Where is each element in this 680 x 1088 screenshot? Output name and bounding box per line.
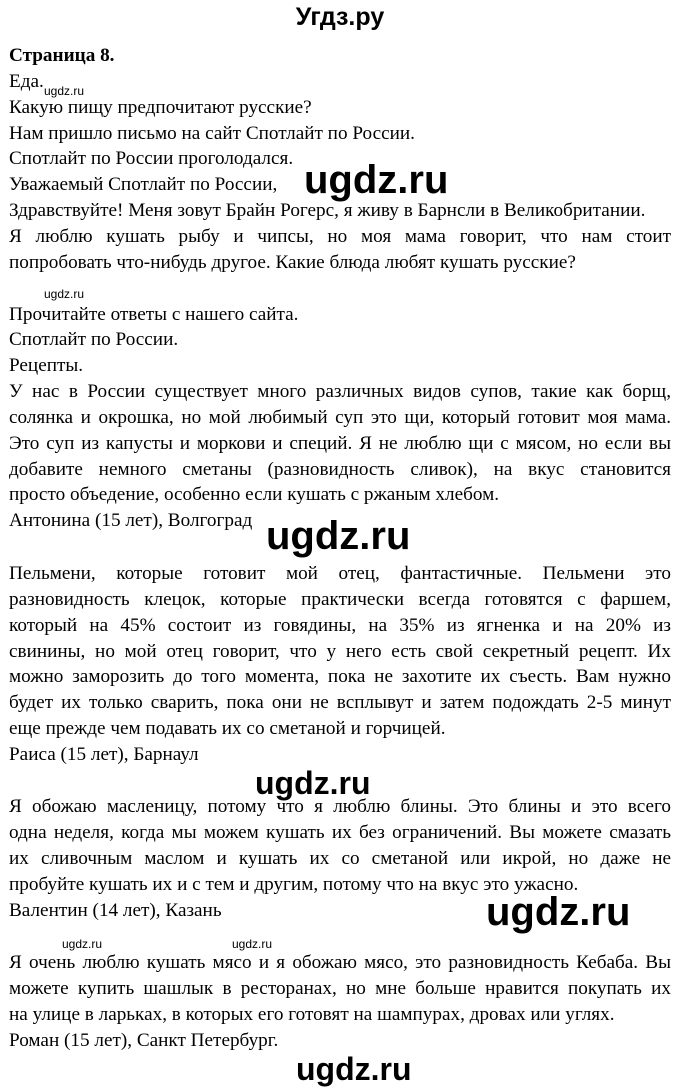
watermark-large: ugdz.ru: [266, 514, 411, 558]
answers-intro-line: Рецепты.: [9, 355, 84, 376]
intro-line: попробовать что-нибудь другое. Какие блюда любят кушать русские?: [9, 252, 576, 273]
letter-line: на улице в ларьках, в которых его готовят на шампурах, дровах или углях.: [9, 1004, 615, 1025]
site-header-title: Угдз.ру: [295, 3, 385, 31]
letter-author: Валентин (14 лет), Казань: [9, 900, 222, 921]
letter-author: Раиса (15 лет), Барнаул: [9, 744, 199, 765]
letter-line: Пельмени, которые готовит мой отец, фантастичные. Пельмени это: [9, 563, 671, 584]
answers-intro-line: Прочитайте ответы с нашего сайта.: [9, 304, 299, 325]
watermark-large: ugdz.ru: [304, 158, 449, 202]
intro-line: Нам пришло письмо на сайт Спотлайт по России.: [9, 123, 415, 144]
letter-line: их сливочным маслом и кушать их со сметаной или икрой, но даже не: [9, 848, 671, 869]
letter-line: свинины, но мой отец говорит, что у него есть свой секретный рецепт. Их: [9, 641, 671, 662]
letter-author: Роман (15 лет), Санкт Петербург.: [9, 1030, 279, 1051]
intro-line: Здравствуйте! Меня зовут Брайн Рогерс, я живу в Барнсли в Великобритании.: [9, 200, 646, 221]
watermark-small: ugdz.ru: [62, 937, 103, 951]
intro-line: Я люблю кушать рыбу и чипсы, но моя мама говорит, что нам стоит: [9, 226, 671, 247]
letter-line: пробуйте кушать их и с тем и другим, потому что на вкус это ужасно.: [9, 874, 579, 895]
letter-line: Я очень люблю кушать мясо и я обожаю мясо, это разновидность Кебаба. Вы: [9, 952, 671, 973]
letter-line: можете купить шашлык в ресторанах, но мне больше нравится покупать их: [9, 978, 671, 999]
watermark-large: ugdz.ru: [296, 1051, 412, 1087]
letter-line: просто объедение, особенно если кушать с ржаным хлебом.: [9, 484, 500, 505]
letter-line: который на 45% состоит из говядины, на 35% из ягненка и на 20% из: [9, 615, 671, 636]
letter-line: добавите немного сметаны (разновидность сливок), на вкус становится: [9, 459, 671, 480]
watermark-large: ugdz.ru: [486, 890, 631, 934]
letter-line: У нас в России существует много различных видов супов, такие как борщ,: [9, 381, 671, 402]
watermark-large: ugdz.ru: [255, 765, 371, 801]
intro-line: Еда.: [9, 71, 44, 92]
letter-author: Антонина (15 лет), Волгоград: [9, 510, 253, 531]
letter-line: будет их только сварить, пока они не всплывут и затем подождать 2-5 минут: [9, 692, 671, 713]
letter-line: Я обожаю масленицу, потому что я люблю блины. Это блины и это всего: [9, 796, 671, 817]
letter-line: солянка и окрошка, но мой любимый суп это щи, который готовит моя мама.: [9, 407, 671, 428]
intro-line: Спотлайт по России проголодался.: [9, 148, 294, 169]
letter-line: одна неделя, когда мы можем кушать их без ограничений. Вы можете смазать: [9, 822, 671, 843]
answers-intro-line: Спотлайт по России.: [9, 329, 179, 350]
watermark-small: ugdz.ru: [44, 84, 85, 98]
letter-line: еще прежде чем подавать их со сметаной и горчицей.: [9, 718, 446, 739]
letter-line: Это суп из капусты и моркови и специй. Я не люблю щи с мясом, но если вы: [9, 433, 671, 454]
letter-line: разновидность клецок, которые практически всегда готовятся с фаршем,: [9, 589, 671, 610]
letter-line: можно заморозить до того момента, пока не захотите их съесть. Вам нужно: [9, 666, 671, 687]
watermark-small: ugdz.ru: [232, 937, 273, 951]
page-title: Страница 8.: [9, 45, 115, 66]
intro-line: Какую пищу предпочитают русские?: [9, 97, 312, 118]
watermark-small: ugdz.ru: [44, 287, 85, 301]
intro-line: Уважаемый Спотлайт по России,: [9, 174, 278, 195]
